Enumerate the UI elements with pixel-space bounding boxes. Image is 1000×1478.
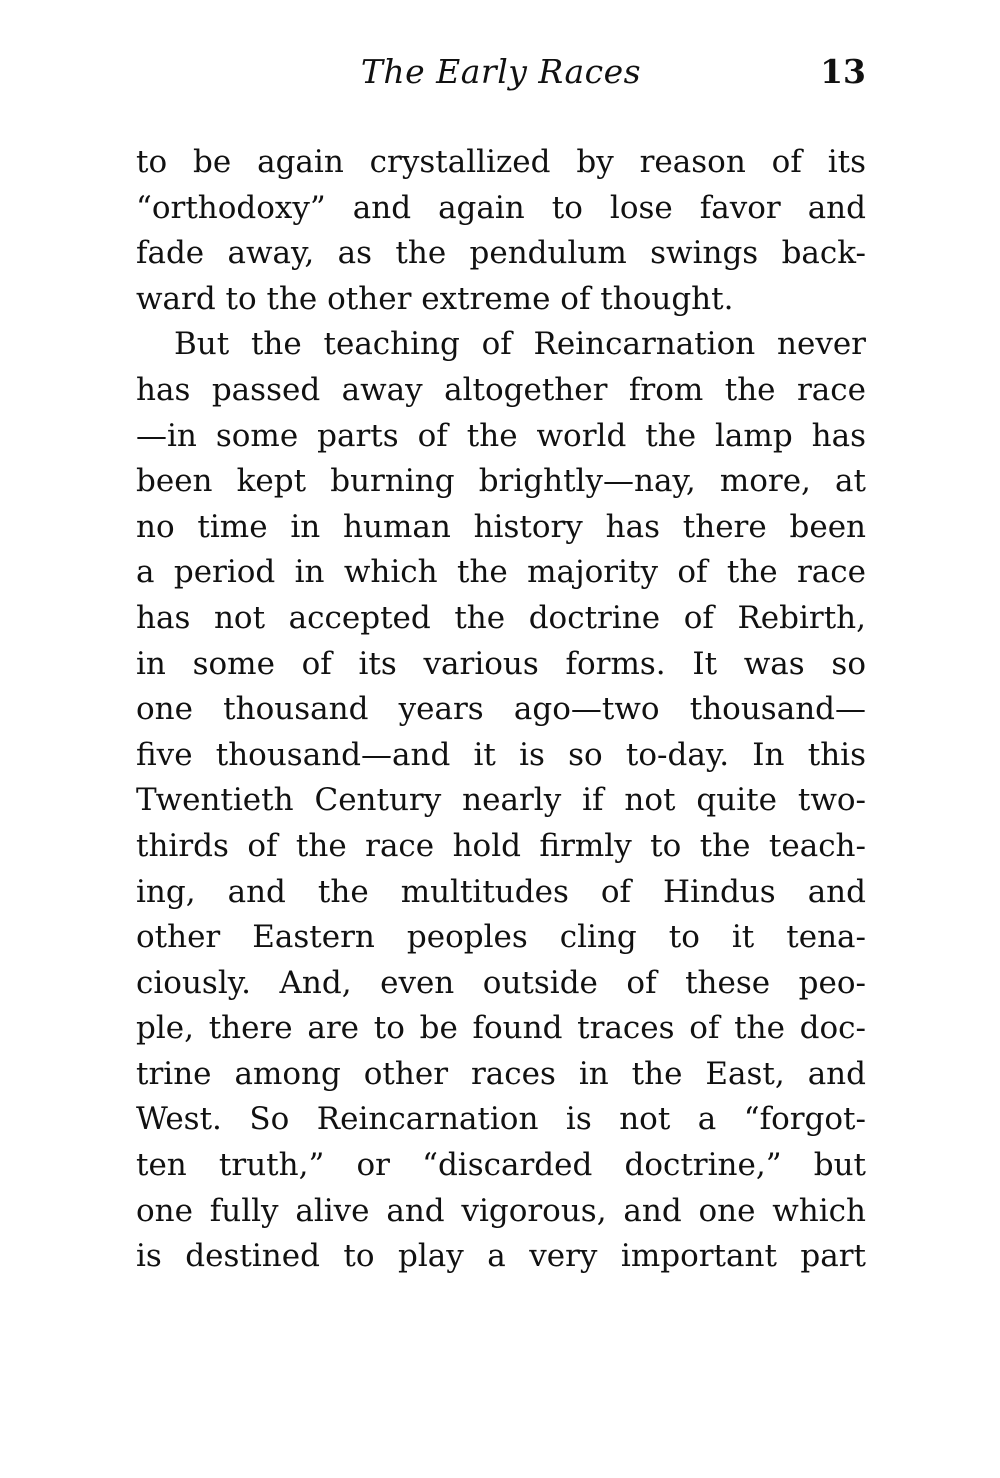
text-line: one fully alive and vigorous, and one which (136, 1192, 866, 1229)
page-number: 13 (820, 52, 866, 91)
text-line: West. So Reincarnation is not a “forgot- (136, 1101, 866, 1138)
running-title: The Early Races (360, 52, 642, 91)
text-line: five thousand—and it is so to-day. In this (136, 736, 866, 773)
text-line: other Eastern peoples cling to it tena- (136, 919, 866, 956)
text-line: —in some parts of the world the lamp has (136, 417, 866, 454)
text-line: one thousand years ago—two thousand— (136, 691, 866, 728)
paragraph-2 (136, 322, 866, 1279)
text-line: Twentieth Century nearly if not quite two- (136, 782, 866, 819)
text-line: ten truth,” or “discarded doctrine,” but (136, 1147, 866, 1184)
text-line: has passed away altogether from the race (136, 371, 866, 408)
text-line: ciously. And, even outside of these peo- (136, 964, 866, 1001)
text-line: no time in human history has there been (136, 508, 866, 545)
running-head (136, 52, 866, 104)
text-line: to be again crystallized by reason of its (136, 144, 866, 180)
body-text (136, 140, 866, 1280)
text-line: in some of its various forms. It was so (136, 645, 866, 682)
text-line: ple, there are to be found traces of the doc- (136, 1010, 866, 1047)
text-line: thirds of the race hold firmly to the teach- (136, 827, 866, 864)
text-line: ing, and the multitudes of Hindus and (136, 873, 866, 910)
text-line: has not accepted the doctrine of Rebirth, (136, 599, 866, 636)
text-line: trine among other races in the East, and (136, 1055, 866, 1092)
text-line: “orthodoxy” and again to lose favor and (136, 189, 866, 226)
text-line: ward to the other extreme of thought. (136, 280, 734, 317)
text-line: been kept burning brightly—nay, more, at (136, 463, 866, 500)
text-line: a period in which the majority of the race (136, 554, 866, 591)
text-line: is destined to play a very important part (136, 1238, 866, 1275)
text-line: fade away, as the pendulum swings back- (136, 235, 866, 272)
paragraph-1 (136, 140, 866, 322)
text-line: But the teaching of Reincarnation never (174, 326, 866, 363)
